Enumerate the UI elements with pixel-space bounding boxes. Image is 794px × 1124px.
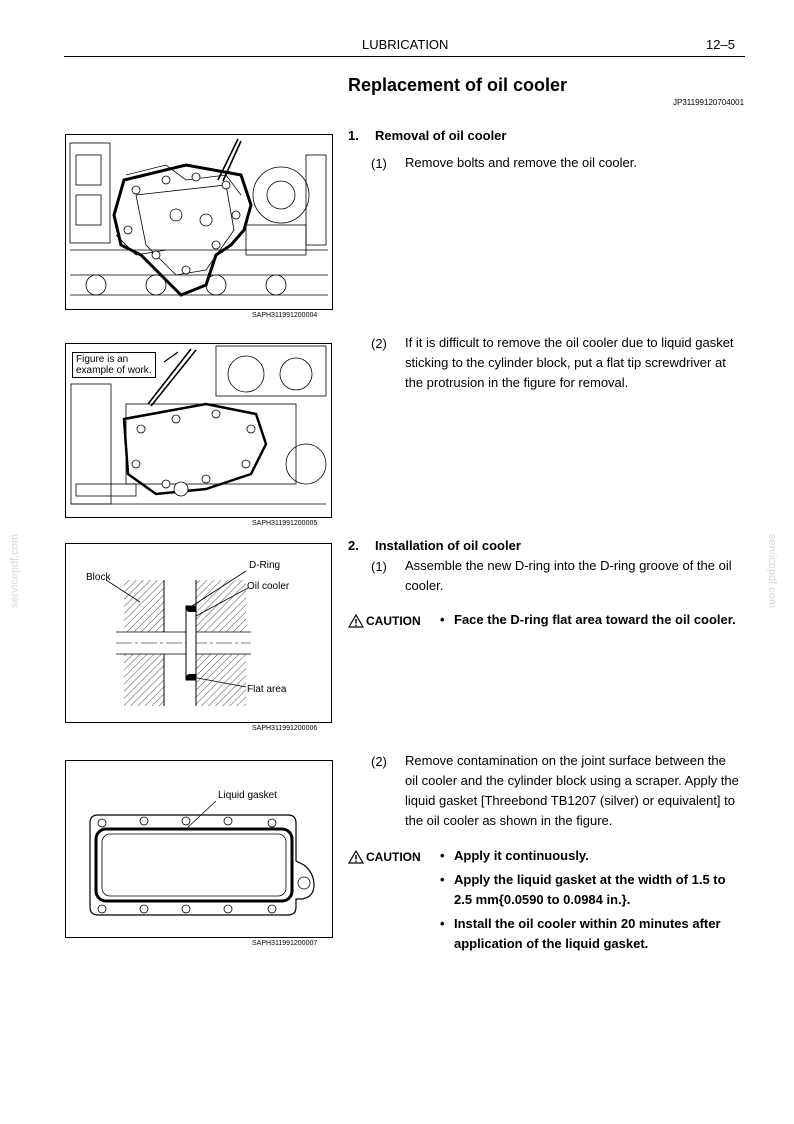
figure-d-ring-diagram <box>65 543 332 723</box>
section-1-heading: Removal of oil cooler <box>375 128 507 143</box>
page-title: Replacement of oil cooler <box>348 75 568 95</box>
header-page-number: 12–5 <box>706 37 735 52</box>
step-1-2-line-1: If it is difficult to remove the oil cooler due to liquid gasket <box>405 335 734 350</box>
section-2-number: 2. <box>348 538 359 553</box>
header-section: LUBRICATION <box>362 37 449 52</box>
step-1-2-number: (2) <box>371 336 387 351</box>
caution-2-item-3-line-1: Install the oil cooler within 20 minutes after <box>454 916 721 931</box>
watermark-left: servicepdf.com <box>8 534 21 608</box>
caution-2-label <box>348 850 421 864</box>
bullet-dot: • <box>440 872 445 887</box>
figure-liquid-gasket <box>65 760 333 938</box>
figure-engine-oil-cooler-removal <box>65 134 333 310</box>
label-oil-cooler: Oil cooler <box>247 581 290 592</box>
section-2-heading: Installation of oil cooler <box>375 538 521 553</box>
label-d-ring: D-Ring <box>249 560 281 571</box>
figure-2-note-line-1: Figure is an <box>76 354 129 365</box>
watermark-right: servicepdf.com <box>765 534 778 608</box>
step-2-2-line-4: the oil cooler as shown in the figure. <box>405 813 613 828</box>
figure-3-caption: SAPH311991200006 <box>252 725 318 732</box>
figure-screwdriver-removal <box>65 343 332 518</box>
warning-triangle-icon <box>348 850 364 864</box>
figure-2-caption: SAPH311991200005 <box>252 520 318 527</box>
label-flat-area: Flat area <box>247 684 287 695</box>
label-block: Block <box>86 572 111 583</box>
caution-2-text: CAUTION <box>366 850 421 864</box>
figure-1-caption: SAPH311991200004 <box>252 312 318 319</box>
step-2-1-line-2: cooler. <box>405 578 444 593</box>
step-1-1-number: (1) <box>371 156 387 171</box>
step-2-2-line-1: Remove contamination on the joint surface between the <box>405 753 726 768</box>
caution-2-item-3-line-2: application of the liquid gasket. <box>454 936 649 951</box>
section-1-number: 1. <box>348 128 359 143</box>
document-id: JP31199120704001 <box>673 98 745 107</box>
step-2-2-line-2: oil cooler and the cylinder block using a scraper. Apply the <box>405 773 739 788</box>
warning-triangle-icon <box>348 614 364 628</box>
step-2-2-line-3: liquid gasket [Threebond TB1207 (silver) or equivalent] to <box>405 793 736 808</box>
step-1-2-line-3: the protrusion in the figure for removal. <box>405 375 629 390</box>
engine-illustration <box>66 135 332 309</box>
d-ring-cross-section <box>66 544 331 722</box>
figure-2-note <box>72 352 156 378</box>
header-rule <box>64 56 745 57</box>
figure-4-caption: SAPH311991200007 <box>252 940 318 947</box>
bullet-dot: • <box>440 848 445 863</box>
bullet-dot: • <box>440 916 445 931</box>
bullet-dot: • <box>440 612 445 627</box>
step-2-2-number: (2) <box>371 754 387 769</box>
oil-cooler-gasket-outline <box>66 761 332 937</box>
step-1-2-line-2: sticking to the cylinder block, put a flat tip screwdriver at <box>405 355 726 370</box>
step-1-1-text: Remove bolts and remove the oil cooler. <box>405 155 637 170</box>
caution-1-label <box>348 614 421 628</box>
label-liquid-gasket: Liquid gasket <box>218 790 277 801</box>
caution-1-text: CAUTION <box>366 614 421 628</box>
figure-2-note-line-2: example of work. <box>76 365 152 376</box>
step-2-1-line-1: Assemble the new D-ring into the D-ring groove of the oil <box>405 558 732 573</box>
caution-2-item-2-line-1: Apply the liquid gasket at the width of 1.5 to <box>454 872 726 887</box>
caution-2-item-2-line-2: 2.5 mm{0.0590 to 0.0984 in.}. <box>454 892 631 907</box>
caution-1-item-1-text: Face the D-ring flat area toward the oil cooler. <box>454 612 736 627</box>
caution-2-item-1-text: Apply it continuously. <box>454 848 589 863</box>
step-2-1-number: (1) <box>371 559 387 574</box>
